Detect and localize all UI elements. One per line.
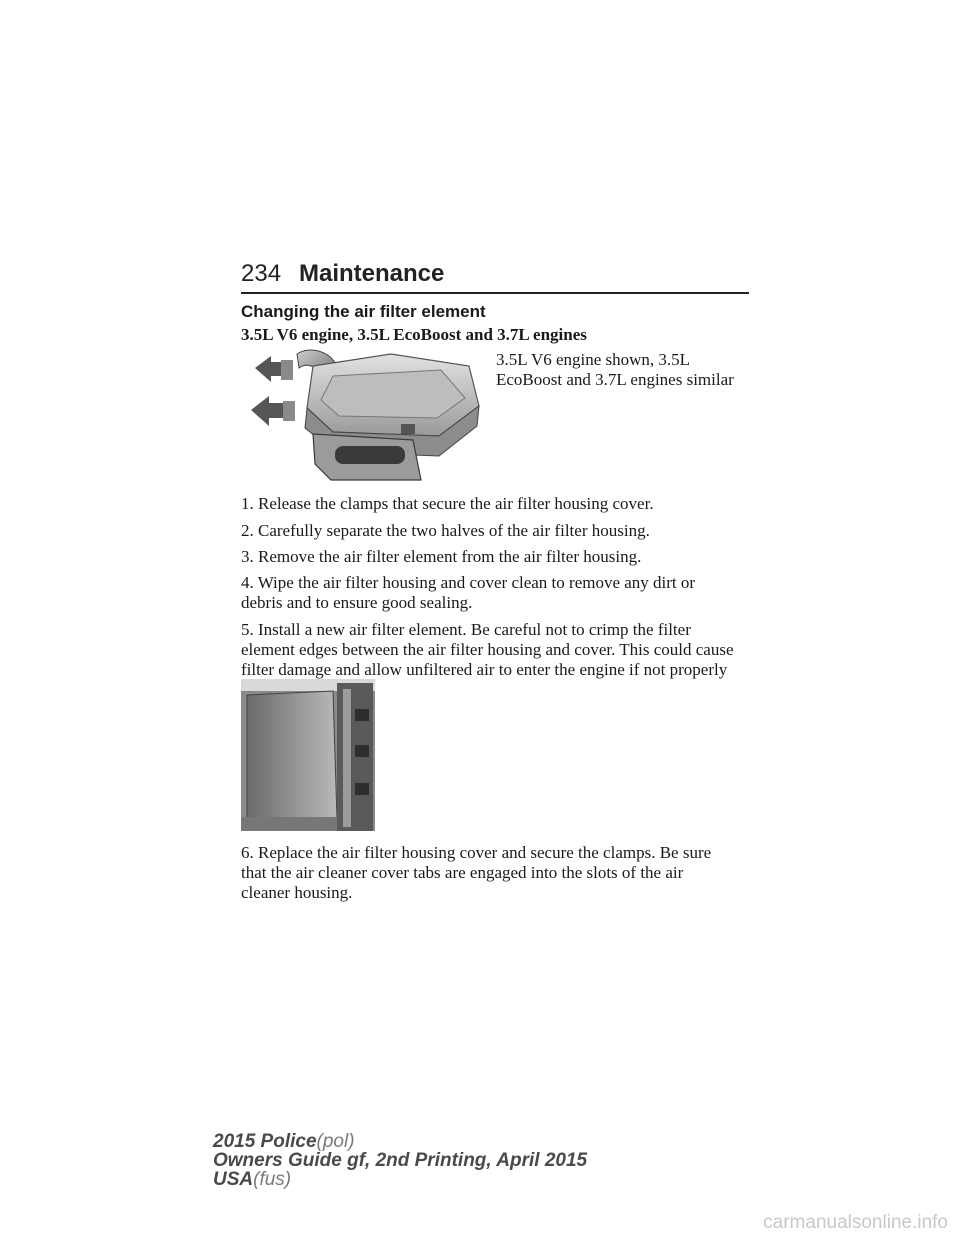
- step-6: 6. Replace the air filter housing cover and secure the clamps. Be sure that the air cleaner cover tabs are engaged into the slots of the air cleaner housing.: [241, 843, 712, 902]
- step-4: 4. Wipe the air filter housing and cover clean to remove any dirt or debris and to ensure good sealing.: [241, 573, 696, 612]
- step-3: 3. Remove the air filter element from the air filter housing.: [241, 547, 642, 566]
- page-header: [241, 258, 749, 294]
- footer: 2015 Police(pol) Owners Guide gf, 2nd Printing, April 2015 USA(fus): [213, 1131, 588, 1190]
- subheading: 3.5L V6 engine, 3.5L EcoBoost and 3.7L engines: [241, 325, 587, 344]
- section-title: Maintenance: [299, 260, 445, 287]
- air-filter-housing-illustration: [241, 348, 486, 491]
- page-number: 234: [241, 260, 282, 287]
- heading: Changing the air filter element: [241, 302, 486, 321]
- step-5: 5. Install a new air filter element. Be careful not to crimp the filter element edges between the air filter housing and cover. This could cause filter damage and allow unfiltered air to enter the engine if not properly: [241, 620, 734, 679]
- filter-edge-closeup-illustration: [241, 679, 375, 836]
- watermark: carmanualsonline.info: [763, 1212, 948, 1233]
- step-1: 1. Release the clamps that secure the air filter housing cover.: [241, 494, 654, 513]
- step-2: 2. Carefully separate the two halves of the air filter housing.: [241, 521, 650, 540]
- figure-caption: 3.5L V6 engine shown, 3.5L EcoBoost and 3.7L engines similar: [496, 350, 734, 389]
